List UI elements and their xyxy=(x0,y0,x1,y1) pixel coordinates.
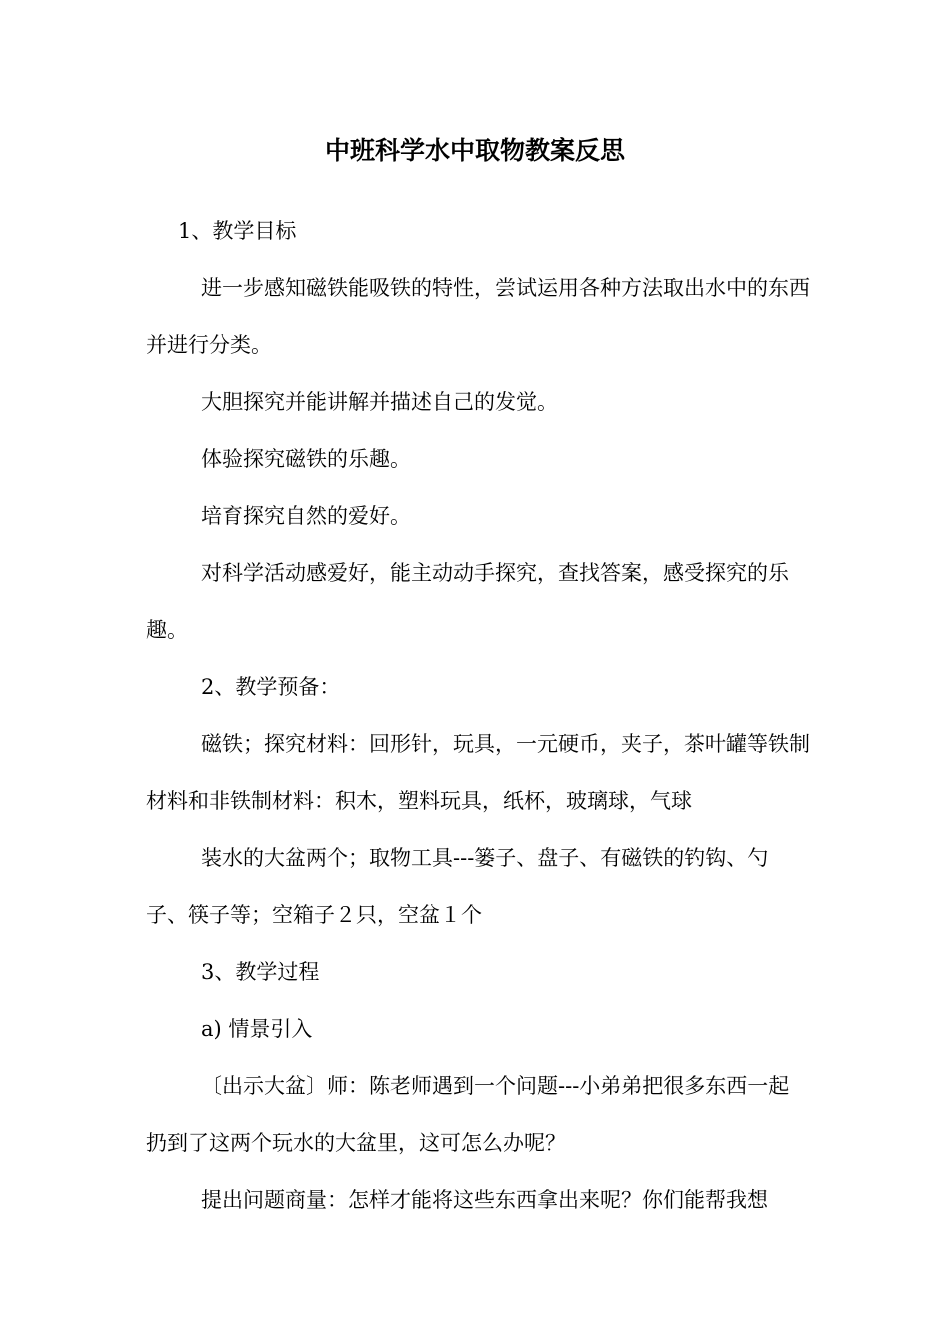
paragraph: 装水的大盆两个；取物工具---篓子、盘子、有磁铁的钓钩、勺子、筷子等；空箱子２只，空盆１个 xyxy=(146,846,769,927)
paragraph: 磁铁；探究材料：回形针，玩具，一元硬币，夹子，茶叶罐等铁制材料和非铁制材料：积木，塑料玩具，纸杯，玻璃球，气球 xyxy=(146,732,810,813)
document-title: 中班科学水中取物教案反思 xyxy=(324,136,625,165)
document-body xyxy=(146,203,810,1229)
section-heading-preparation: 2、教学预备： xyxy=(201,675,341,699)
paragraph: 大胆探究并能讲解并描述自己的发觉。 xyxy=(201,390,558,414)
paragraph: 〔出示大盆〕师：陈老师遇到一个问题---小弟弟把很多东西一起扔到了这两个玩水的大盆里，这可怎么办呢？ xyxy=(146,1074,790,1155)
paragraph: 进一步感知磁铁能吸铁的特性，尝试运用各种方法取出水中的东西并进行分类。 xyxy=(146,276,810,357)
paragraph: 提出问题商量：怎样才能将这些东西拿出来呢？你们能帮我想 xyxy=(201,1188,768,1212)
paragraph: 对科学活动感爱好，能主动动手探究，查找答案，感受探究的乐趣。 xyxy=(146,561,789,642)
subsection-heading: a) 情景引入 xyxy=(201,1017,313,1041)
paragraph: 体验探究磁铁的乐趣。 xyxy=(201,447,411,471)
section-heading-goals: 1、教学目标 xyxy=(178,219,297,243)
section-heading-process: 3、教学过程 xyxy=(201,960,320,984)
paragraph: 培育探究自然的爱好。 xyxy=(201,504,411,528)
